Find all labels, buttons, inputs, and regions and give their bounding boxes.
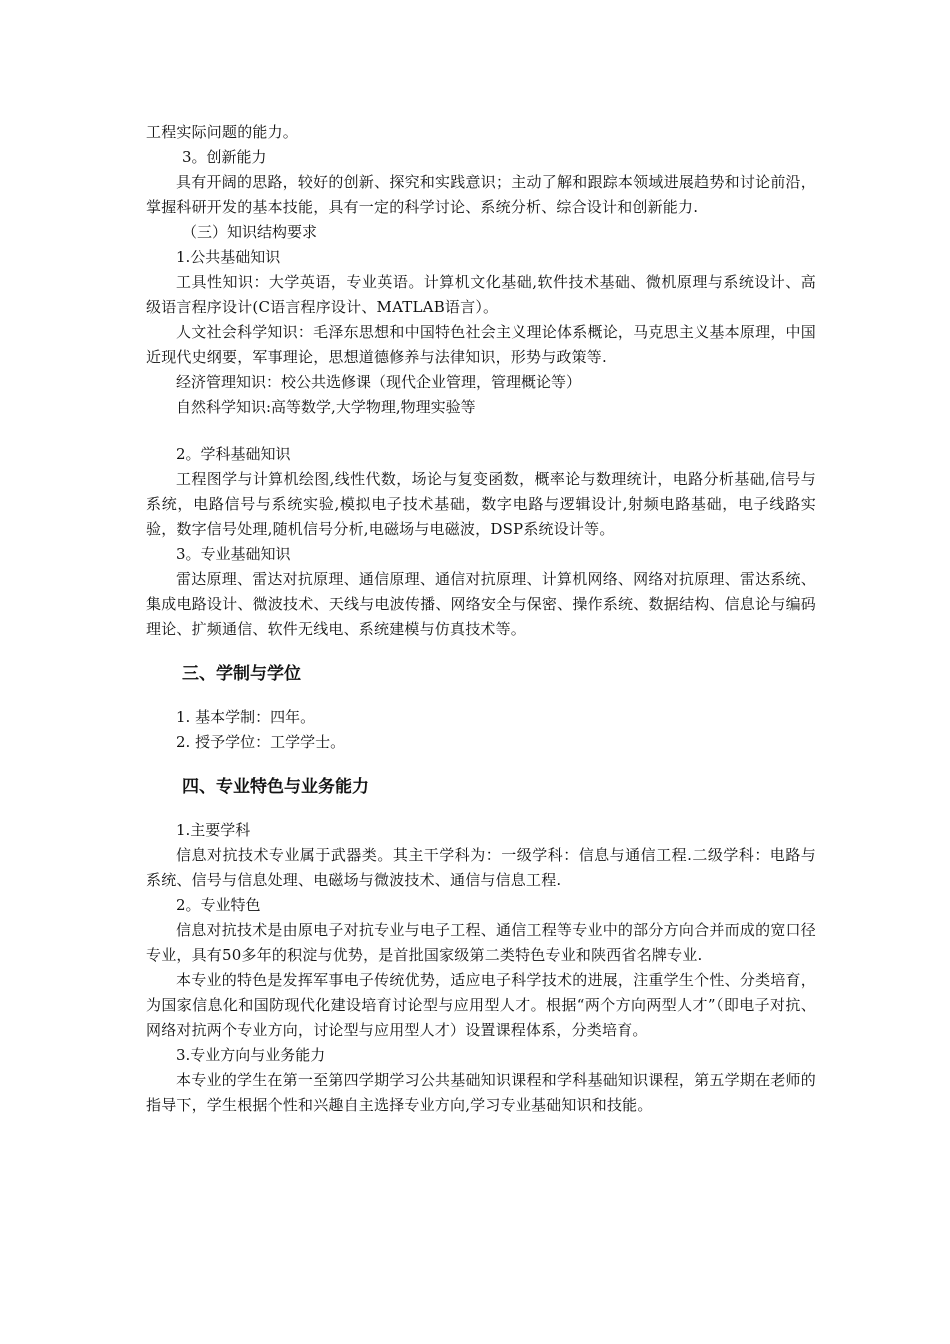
spacer bbox=[146, 800, 816, 818]
section-title-schooling: 三、学制与学位 bbox=[182, 664, 301, 684]
spacer bbox=[146, 642, 816, 662]
spacer bbox=[146, 687, 816, 705]
paragraph-major: 雷达原理、雷达对抗原理、通信原理、通信对抗原理、计算机网络、网络对抗原理、雷达系统、集成电路设计、微波技术、天线与电波传播、网络安全与保密、操作系统、数据结构、信息论与编码理论、扩频通信、软件无线电、系统建模与仿真技术等。 bbox=[146, 570, 816, 638]
heading-innovation: 3。创新能力 bbox=[182, 148, 267, 166]
paragraph-discipline: 工程图学与计算机绘图,线性代数，场论与复变函数，概率论与数理统计，电路分析基础,信号与系统，电路信号与系统实验,模拟电子技术基础，数字电路与逻辑设计,射频电路基础，电子线路实验，数字信号处理,随机信号分析,电磁场与电磁波，DSP系统设计等。 bbox=[146, 470, 816, 538]
list-item-degree: 2. 授予学位：工学学士。 bbox=[176, 733, 346, 751]
heading-feature: 2。专业特色 bbox=[176, 896, 261, 914]
paragraph-direction: 本专业的学生在第一至第四学期学习公共基础知识课程和学科基础知识课程，第五学期在老师的指导下，学生根据个性和兴趣自主选择专业方向,学习专业基础知识和技能。 bbox=[146, 1071, 816, 1114]
paragraph-feature-1: 信息对抗技术是由原电子对抗专业与电子工程、通信工程等专业中的部分方向合并而成的宽口径专业，具有50多年的积淀与优势，是首批国家级第二类特色专业和陕西省名牌专业. bbox=[146, 921, 816, 964]
paragraph-humanities: 人文社会科学知识：毛泽东思想和中国特色社会主义理论体系概论，马克思主义基本原理，中国近现代史纲要，军事理论，思想道德修养与法律知识，形势与政策等. bbox=[146, 323, 816, 366]
heading-public-basics: 1.公共基础知识 bbox=[176, 248, 281, 266]
paragraph-economics: 经济管理知识：校公共选修课（现代企业管理，管理概论等） bbox=[176, 373, 582, 391]
document-page bbox=[146, 120, 816, 1118]
list-item-duration: 1. 基本学制：四年。 bbox=[176, 708, 316, 726]
paragraph-innovation: 具有开阔的思路，较好的创新、探究和实践意识；主动了解和跟踪本领域进展趋势和讨论前沿，掌握科研开发的基本技能，具有一定的科学讨论、系统分析、综合设计和创新能力. bbox=[146, 173, 816, 216]
section-title-features: 四、专业特色与业务能力 bbox=[182, 777, 369, 797]
paragraph-feature-2: 本专业的特色是发挥军事电子传统优势，适应电子科学技术的进展，注重学生个性、分类培育，为国家信息化和国防现代化建设培育讨论型与应用型人才。根据“两个方向两型人才”（即电子对抗、网络对抗两个专业方向，讨论型与应用型人才）设置课程体系，分类培育。 bbox=[146, 971, 816, 1039]
heading-discipline-basics: 2。学科基础知识 bbox=[176, 445, 291, 463]
paragraph-natural-science: 自然科学知识:高等数学,大学物理,物理实验等 bbox=[176, 398, 476, 416]
heading-knowledge-structure: （三）知识结构要求 bbox=[182, 223, 318, 241]
paragraph-tools: 工具性知识：大学英语，专业英语。计算机文化基础,软件技术基础、微机原理与系统设计、高级语言程序设计(C语言程序设计、MATLAB语言）。 bbox=[146, 273, 816, 316]
paragraph-continuation: 工程实际问题的能力。 bbox=[146, 123, 299, 141]
spacer bbox=[146, 420, 816, 442]
paragraph-main-subject: 信息对抗技术专业属于武器类。其主干学科为：一级学科：信息与通信工程.二级学科：电路与系统、信号与信息处理、电磁场与微波技术、通信与信息工程. bbox=[146, 846, 816, 889]
spacer bbox=[146, 755, 816, 775]
heading-direction: 3.专业方向与业务能力 bbox=[176, 1046, 326, 1064]
heading-major-basics: 3。专业基础知识 bbox=[176, 545, 291, 563]
heading-main-subject: 1.主要学科 bbox=[176, 821, 251, 839]
